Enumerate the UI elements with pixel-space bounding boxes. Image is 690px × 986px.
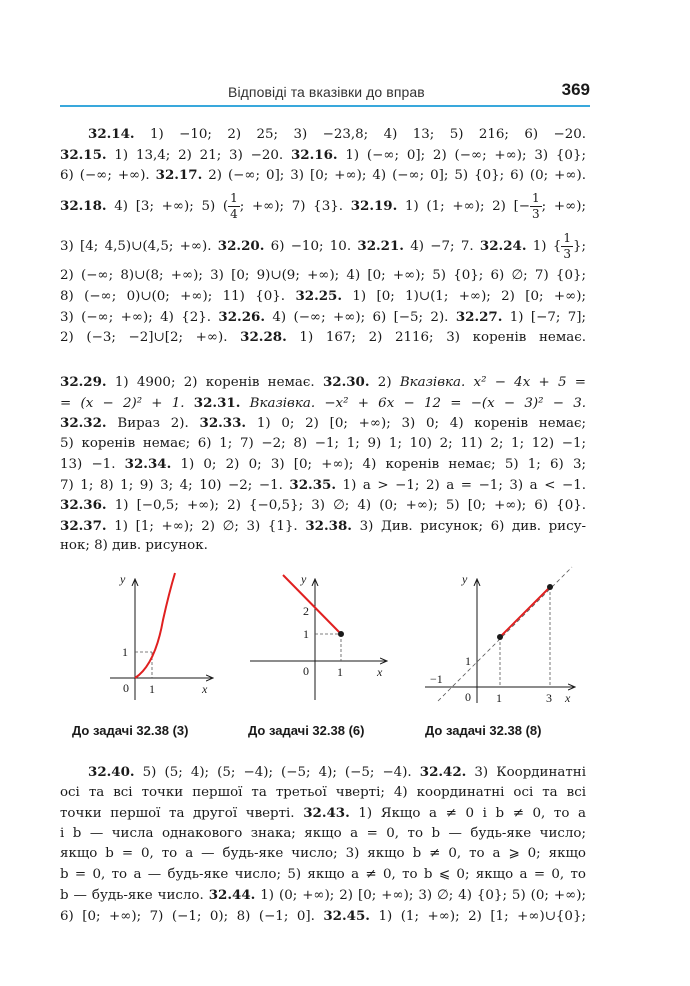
tick-label-y: 1: [465, 654, 471, 668]
tick-label-x3: 3: [546, 691, 552, 705]
answer-line: якщо b = 0, то a — будь-яке число; 3) якщо b ≠ 0, то a ⩾ 0; якщо: [60, 846, 586, 861]
answer-line: і b — числа однакового знака; якщо a = 0, то b — будь-яке число;: [60, 825, 586, 841]
answer-line: 6) [0; +∞); 7) (−1; 0); 8) (−1; 0]. 32.45. 1) (1; +∞); 2) [1; +∞)∪{0};: [60, 907, 586, 924]
graph-32-38-8: [420, 565, 580, 705]
answers-block-1: [60, 124, 586, 348]
y-label: y: [120, 572, 126, 586]
answer-line: 32.40. 5) (5; 4); (5; −4); (−5; 4); (−5; −4). 32.42. 3) Координатні: [88, 764, 586, 780]
tick-label-y2: 2: [303, 604, 309, 618]
header-rule: [60, 105, 590, 107]
tick-label-y: 1: [303, 627, 309, 641]
figure-caption: До задачі 32.38 (6): [248, 723, 365, 738]
answer-line: 32.14. 1) −10; 2) 25; 3) −23,8; 4) 13; 5) 216; 6) −20.: [88, 126, 586, 142]
answer-line: 32.36. 1) [−0,5; +∞); 2) {−0,5}; 3) ∅; 4) (0; +∞); 5) [0; +∞); 6) {0}.: [60, 497, 586, 513]
answer-line: 3) [4; 4,5)∪(4,5; +∞). 32.20. 6) −10; 10. 32.21. 4) −7; 7. 32.24. 1) { $\frac{1}{3}$ };: [60, 230, 587, 261]
origin-label: 0: [465, 690, 471, 704]
answer-line: b — будь-яке число. 32.44. 1) (0; +∞); 2) [0; +∞); 3) ∅; 4) {0}; 5) (0; +∞);: [60, 887, 586, 903]
x-label: x: [377, 665, 383, 679]
fraction: $\frac{1}{3}$: [532, 190, 540, 221]
answer-line: 32.29. 1) 4900; 2) коренів немає. 32.30. 2) Вказівка. x² − 4x + 5 =: [60, 374, 586, 390]
y-label: y: [462, 572, 468, 586]
tick-label-neg1: −1: [430, 672, 443, 686]
answers-block-2: [60, 372, 586, 557]
origin-label: 0: [303, 664, 309, 678]
tick-label-x: 1: [149, 682, 155, 696]
figure-caption: До задачі 32.38 (3): [72, 723, 189, 738]
page-number: 369: [561, 80, 590, 99]
answer-line: 32.18. 4) [3; +∞); 5) ( $\frac{1}{4}$ ; +∞); 7) {3}. 32.19. 1) (1; +∞); 2) [− $\frac{1}{3}$ ; +∞);: [60, 190, 586, 221]
x-label: x: [202, 682, 208, 696]
fraction: $\frac{1}{4}$: [230, 190, 238, 221]
answer-line: 13) −1. 32.34. 1) 0; 2) 0; 3) [0; +∞); 4) коренів немає; 5) 1; 6) 3;: [60, 456, 586, 472]
running-title: Відповіді та вказівки до вправ: [228, 84, 425, 100]
answer-line: = (x − 2)² + 1. 32.31. Вказівка. −x² + 6x − 12 = −(x − 3)² − 3.: [60, 394, 586, 411]
x-label: x: [565, 691, 571, 705]
answer-line: 7) 1; 8) 1; 9) 3; 4; 10) −2; −1. 32.35. 1) a > −1; 2) a = −1; 3) a < −1.: [60, 476, 586, 493]
answer-line: точки першої та другої чверті. 32.43. 1) Якщо a ≠ 0 і b ≠ 0, то a: [60, 805, 586, 821]
graph-32-38-6: [245, 565, 395, 705]
tick-label-y: 1: [122, 645, 128, 659]
graph-32-38-3: [105, 565, 220, 705]
answer-line: 32.15. 1) 13,4; 2) 21; 3) −20. 32.16. 1) (−∞; 0]; 2) (−∞; +∞); 3) {0};: [60, 146, 586, 163]
answers-block-3: [60, 762, 586, 926]
endpoint-dot: [338, 631, 344, 637]
tick-label-x: 1: [496, 691, 502, 705]
answer-line: осі та всі точки першої та третьої чверті; 4) координатні осі та всі: [60, 784, 586, 800]
endpoint-dot: [497, 634, 503, 640]
answer-line: 5) коренів немає; 6) 1; 7) −2; 8) −1; 1; 9) 1; 10) 2; 11) 2; 1; 12) −1;: [60, 435, 586, 451]
answer-line: 3) (−∞; +∞); 4) {2}. 32.26. 4) (−∞; +∞); 6) [−5; 2). 32.27. 1) [−7; 7];: [60, 308, 587, 325]
answer-line: b = 0, то a — будь-яке число; 5) якщо a ≠ 0, то b ⩽ 0; якщо a = 0, то: [60, 866, 586, 882]
graph-line: [283, 575, 341, 634]
endpoint-dot: [547, 584, 553, 590]
answer-line: 2) (−3; −2]∪[2; +∞). 32.28. 1) 167; 2) 2116; 3) коренів немає.: [60, 329, 586, 345]
fraction: $\frac{1}{3}$: [563, 230, 571, 261]
tick-label-x: 1: [337, 665, 343, 679]
answer-line: 32.37. 1) [1; +∞); 2) ∅; 3) {1}. 32.38. 3) Див. рисунок; 6) див. рису-: [60, 517, 587, 534]
answer-line: 6) (−∞; +∞). 32.17. 2) (−∞; 0]; 3) [0; +∞); 4) (−∞; 0]; 5) {0}; 6) (0; +∞).: [60, 167, 586, 183]
page-header: [60, 78, 590, 106]
y-label: y: [301, 572, 307, 586]
origin-label: 0: [123, 681, 129, 695]
graph-curve: [135, 573, 175, 678]
graph-line: [500, 587, 550, 637]
answer-line: нок; 8) див. рисунок.: [60, 538, 208, 553]
answer-line: 32.32. Вираз 2). 32.33. 1) 0; 2) [0; +∞); 3) 0; 4) коренів немає;: [60, 415, 586, 431]
answer-line: 8) (−∞; 0)∪(0; +∞); 11) {0}. 32.25. 1) [0; 1)∪(1; +∞); 2) [0; +∞);: [60, 288, 586, 304]
answer-line: 2) (−∞; 8)∪(8; +∞); 3) [0; 9)∪(9; +∞); 4) [0; +∞); 5) {0}; 6) ∅; 7) {0};: [60, 267, 586, 283]
figure-caption: До задачі 32.38 (8): [425, 723, 542, 738]
